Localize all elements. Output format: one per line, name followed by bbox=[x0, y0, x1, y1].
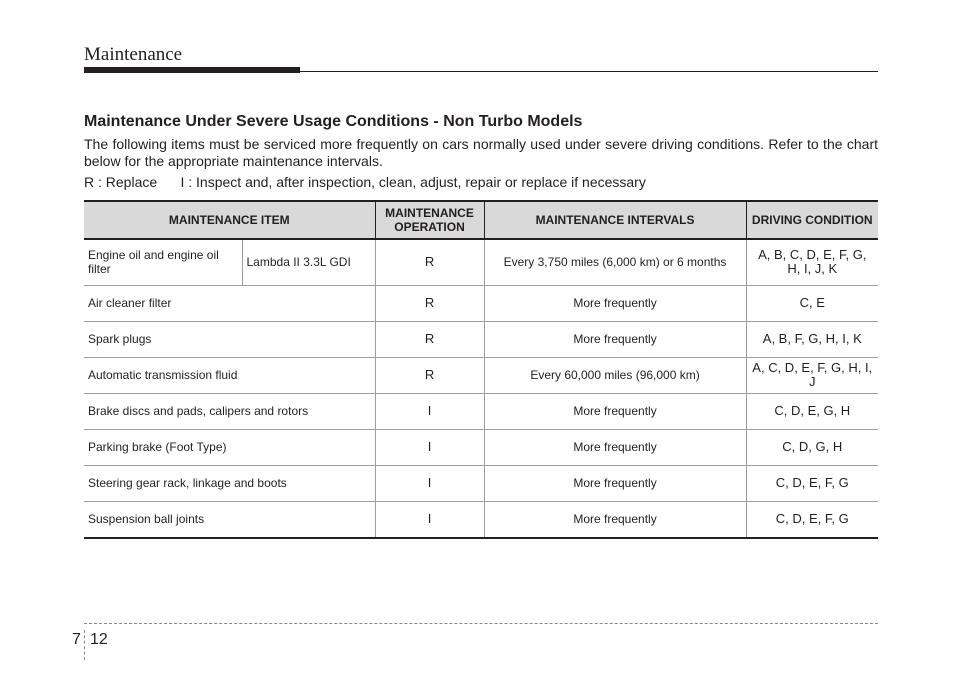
page-number: 12 bbox=[90, 631, 108, 648]
condition-cell: C, D, E, G, H bbox=[746, 393, 878, 429]
interval-cell: More frequently bbox=[484, 501, 746, 538]
item-cell: Brake discs and pads, calipers and rotors bbox=[84, 393, 375, 429]
condition-cell: C, D, G, H bbox=[746, 429, 878, 465]
operation-cell: R bbox=[375, 285, 484, 321]
item-cell: Automatic transmission fluid bbox=[84, 357, 375, 393]
footer-divider bbox=[84, 630, 85, 660]
operation-cell: R bbox=[375, 239, 484, 285]
operation-cell: R bbox=[375, 357, 484, 393]
operation-cell: I bbox=[375, 429, 484, 465]
condition-cell: A, B, C, D, E, F, G, H, I, J, K bbox=[746, 239, 878, 285]
item-cell: Engine oil and engine oil filter bbox=[84, 239, 242, 285]
maintenance-table bbox=[84, 200, 878, 539]
item-cell: Parking brake (Foot Type) bbox=[84, 429, 375, 465]
operation-cell: I bbox=[375, 465, 484, 501]
section-title: Maintenance Under Severe Usage Conditions - Non Turbo Models bbox=[84, 113, 583, 130]
table-row bbox=[84, 239, 878, 285]
header-bar bbox=[84, 67, 300, 73]
operation-cell: R bbox=[375, 321, 484, 357]
item-cell: Suspension ball joints bbox=[84, 501, 375, 538]
item-cell: Steering gear rack, linkage and boots bbox=[84, 465, 375, 501]
table-row bbox=[84, 393, 878, 429]
condition-cell: C, E bbox=[746, 285, 878, 321]
interval-cell: More frequently bbox=[484, 285, 746, 321]
table-row bbox=[84, 429, 878, 465]
interval-cell: Every 60,000 miles (96,000 km) bbox=[484, 357, 746, 393]
header-driving-condition: DRIVING CONDITION bbox=[746, 201, 878, 239]
header-maintenance-item: MAINTENANCE ITEM bbox=[84, 201, 375, 239]
table-header-row bbox=[84, 201, 878, 239]
table-row bbox=[84, 465, 878, 501]
interval-cell: More frequently bbox=[484, 465, 746, 501]
operation-cell: I bbox=[375, 393, 484, 429]
header-maintenance-intervals: MAINTENANCE INTERVALS bbox=[484, 201, 746, 239]
item-cell: Air cleaner filter bbox=[84, 285, 375, 321]
intro-paragraph: The following items must be serviced more frequently on cars normally used under severe driving conditions. Refer to the chart below for the appropriate maintenance intervals. bbox=[84, 136, 878, 169]
interval-cell: More frequently bbox=[484, 393, 746, 429]
operation-cell: I bbox=[375, 501, 484, 538]
table-row bbox=[84, 357, 878, 393]
footer-rule bbox=[84, 623, 878, 624]
condition-cell: A, C, D, E, F, G, H, I, J bbox=[746, 357, 878, 393]
table-row bbox=[84, 501, 878, 538]
interval-cell: More frequently bbox=[484, 429, 746, 465]
legend-text: R : Replace I : Inspect and, after inspection, clean, adjust, repair or replace if necessary bbox=[84, 174, 646, 190]
interval-cell: More frequently bbox=[484, 321, 746, 357]
header-rule bbox=[300, 71, 878, 72]
item-cell: Spark plugs bbox=[84, 321, 375, 357]
chapter-number: 7 bbox=[72, 631, 81, 648]
page-header-title: Maintenance bbox=[84, 44, 183, 65]
interval-cell: Every 3,750 miles (6,000 km) or 6 months bbox=[484, 239, 746, 285]
header-maintenance-operation: MAINTENANCE OPERATION bbox=[375, 201, 484, 239]
condition-cell: C, D, E, F, G bbox=[746, 501, 878, 538]
table-row bbox=[84, 321, 878, 357]
table-row bbox=[84, 285, 878, 321]
condition-cell: C, D, E, F, G bbox=[746, 465, 878, 501]
engine-cell: Lambda II 3.3L GDI bbox=[242, 239, 375, 285]
condition-cell: A, B, F, G, H, I, K bbox=[746, 321, 878, 357]
